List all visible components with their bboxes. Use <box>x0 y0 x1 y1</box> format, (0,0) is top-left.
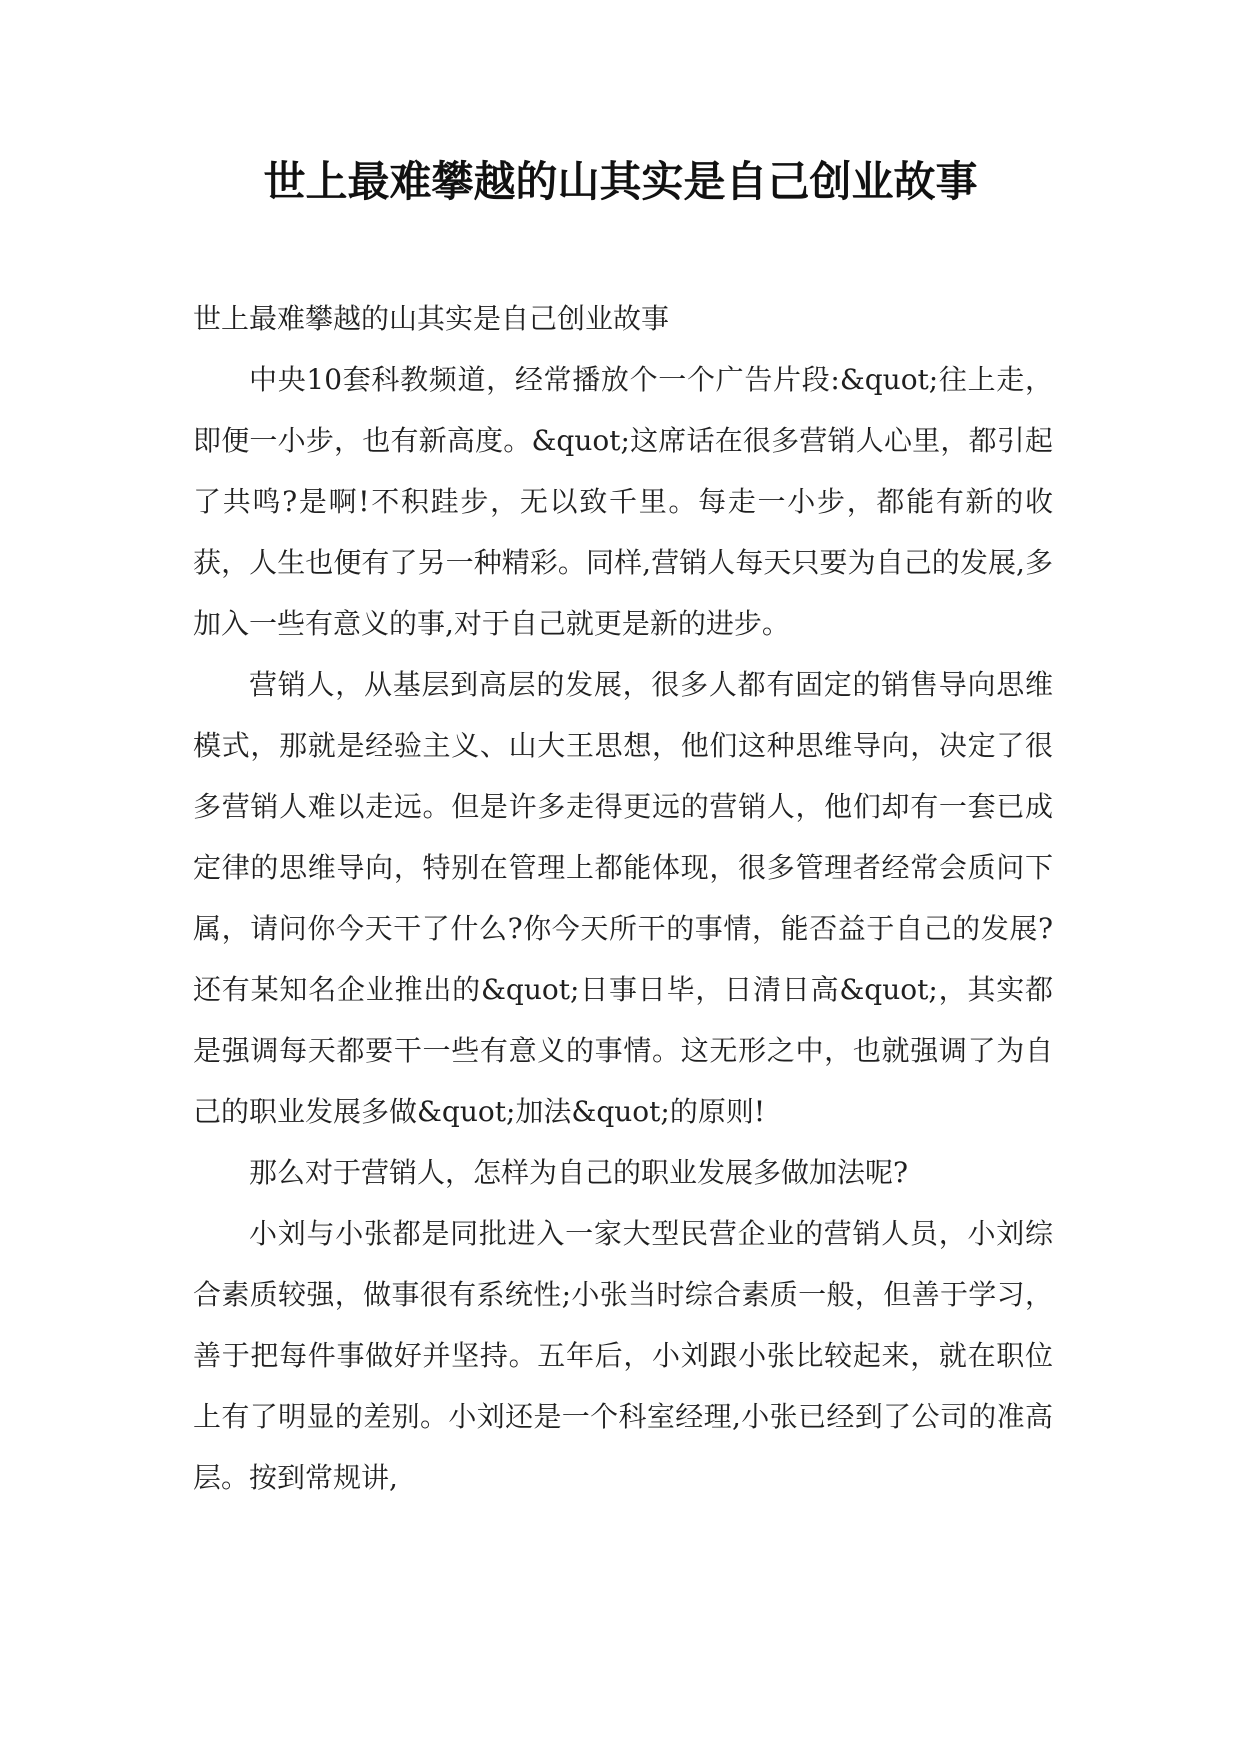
body-paragraph: 营销人，从基层到高层的发展，很多人都有固定的销售导向思维模式，那就是经验主义、山大王思想，他们这种思维导向，决定了很多营销人难以走远。但是许多走得更远的营销人，他们却有一套已成定律的思维导向，特别在管理上都能体现，很多管理者经常会质问下属，请问你今天干了什么?你今天所干的事情，能否益于自己的发展?还有某知名企业推出的&quot;日事日毕，日清日高&quot;，其实都是强调每天都要干一些有意义的事情。这无形之中，也就强调了为自己的职业发展多做&quot;加法&quot;的原则! <box>193 668 1053 1128</box>
body-paragraph: 中央10套科教频道，经常播放个一个广告片段:&quot;往上走，即便一小步，也有新高度。&quot;这席话在很多营销人心里，都引起了共鸣?是啊!不积跬步，无以致千里。每走一小步，都能有新的收获，人生也便有了另一种精彩。同样,营销人每天只要为自己的发展,多加入一些有意义的事,对于自己就更是新的进步。 <box>193 363 1053 640</box>
body-paragraph: 那么对于营销人，怎样为自己的职业发展多做加法呢? <box>249 1156 909 1189</box>
body-paragraph: 小刘与小张都是同批进入一家大型民营企业的营销人员，小刘综合素质较强，做事很有系统性;小张当时综合素质一般，但善于学习，善于把每件事做好并坚持。五年后，小刘跟小张比较起来，就在职位上有了明显的差别。小刘还是一个科室经理,小张已经到了公司的准高层。按到常规讲, <box>193 1217 1053 1494</box>
document-title: 世上最难攀越的山其实是自己创业故事 <box>263 157 978 206</box>
body-paragraph: 世上最难攀越的山其实是自己创业故事 <box>193 302 670 335</box>
document-body <box>193 288 1053 1508</box>
